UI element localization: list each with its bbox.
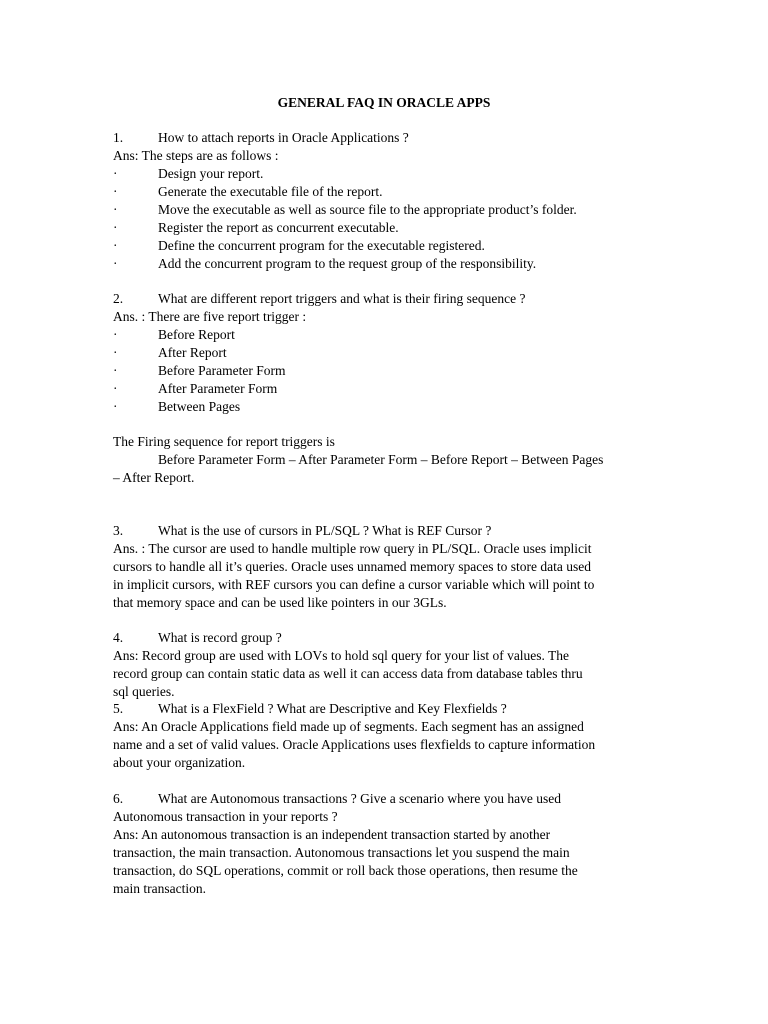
bullet: ·	[113, 184, 118, 199]
answer-text: in implicit cursors, with REF cursors you can define a cursor variable which will point to	[113, 577, 595, 592]
answer-text: transaction, do SQL operations, commit or roll back those operations, then resume the	[113, 863, 578, 878]
answer-text: Ans: An autonomous transaction is an independent transaction started by another	[113, 827, 551, 842]
question-number: 4.	[113, 630, 124, 645]
document-title: GENERAL FAQ IN ORACLE APPS	[277, 95, 491, 110]
bullet: ·	[113, 345, 118, 360]
question-text: What is the use of cursors in PL/SQL ? What is REF Cursor ?	[158, 523, 492, 538]
list-item-text: Add the concurrent program to the request group of the responsibility.	[158, 256, 537, 271]
answer-text: main transaction.	[113, 881, 206, 896]
answer-text: about your organization.	[113, 755, 246, 770]
list-item-text: Move the executable as well as source file to the appropriate product’s folder.	[158, 202, 577, 217]
list-item-text: After Parameter Form	[158, 381, 278, 396]
list-item-text: Define the concurrent program for the executable registered.	[158, 238, 485, 253]
list-item-text: After Report	[158, 345, 227, 360]
paragraph-text: Before Parameter Form – After Parameter Form – Before Report – Between Pages	[158, 452, 604, 467]
answer-text: transaction, the main transaction. Autonomous transactions let you suspend the main	[113, 845, 570, 860]
bullet: ·	[113, 202, 118, 217]
list-item-text: Before Report	[158, 327, 235, 342]
answer-text: Ans: The steps are as follows :	[113, 148, 279, 163]
bullet: ·	[113, 166, 118, 181]
list-item-text: Design your report.	[158, 166, 264, 181]
answer-text: record group can contain static data as well it can access data from database tables thru	[113, 666, 583, 681]
question-text: What is record group ?	[158, 630, 282, 645]
bullet: ·	[113, 238, 118, 253]
answer-text: that memory space and can be used like pointers in our 3GLs.	[113, 595, 447, 610]
paragraph-text: The Firing sequence for report triggers is	[113, 434, 335, 449]
bullet: ·	[113, 220, 118, 235]
list-item-text: Before Parameter Form	[158, 363, 286, 378]
question-text: Autonomous transaction in your reports ?	[113, 809, 338, 824]
paragraph-text: – After Report.	[113, 470, 195, 485]
list-item-text: Between Pages	[158, 399, 241, 414]
question-number: 1.	[113, 130, 124, 145]
bullet: ·	[113, 381, 118, 396]
question-number: 5.	[113, 701, 124, 716]
question-number: 2.	[113, 291, 124, 306]
answer-text: Ans: An Oracle Applications field made up of segments. Each segment has an assigned	[113, 719, 584, 734]
question-text: What are Autonomous transactions ? Give a scenario where you have used	[158, 791, 561, 806]
answer-text: Ans. : There are five report trigger :	[113, 309, 307, 324]
answer-text: cursors to handle all it’s queries. Oracle uses unnamed memory spaces to store data used	[113, 559, 591, 574]
list-item-text: Register the report as concurrent executable.	[158, 220, 399, 235]
answer-text: sql queries.	[113, 684, 175, 699]
answer-text: name and a set of valid values. Oracle Applications uses flexfields to capture information	[113, 737, 596, 752]
bullet: ·	[113, 327, 118, 342]
bullet: ·	[113, 256, 118, 271]
answer-text: Ans. : The cursor are used to handle multiple row query in PL/SQL. Oracle uses implicit	[113, 541, 592, 556]
list-item-text: Generate the executable file of the report.	[158, 184, 383, 199]
bullet: ·	[113, 363, 118, 378]
question-number: 3.	[113, 523, 124, 538]
question-number: 6.	[113, 791, 124, 806]
answer-text: Ans: Record group are used with LOVs to hold sql query for your list of values. The	[113, 648, 570, 663]
question-text: How to attach reports in Oracle Applications ?	[158, 130, 409, 145]
question-text: What is a FlexField ? What are Descriptive and Key Flexfields ?	[158, 701, 507, 716]
question-text: What are different report triggers and what is their firing sequence ?	[158, 291, 526, 306]
bullet: ·	[113, 399, 118, 414]
